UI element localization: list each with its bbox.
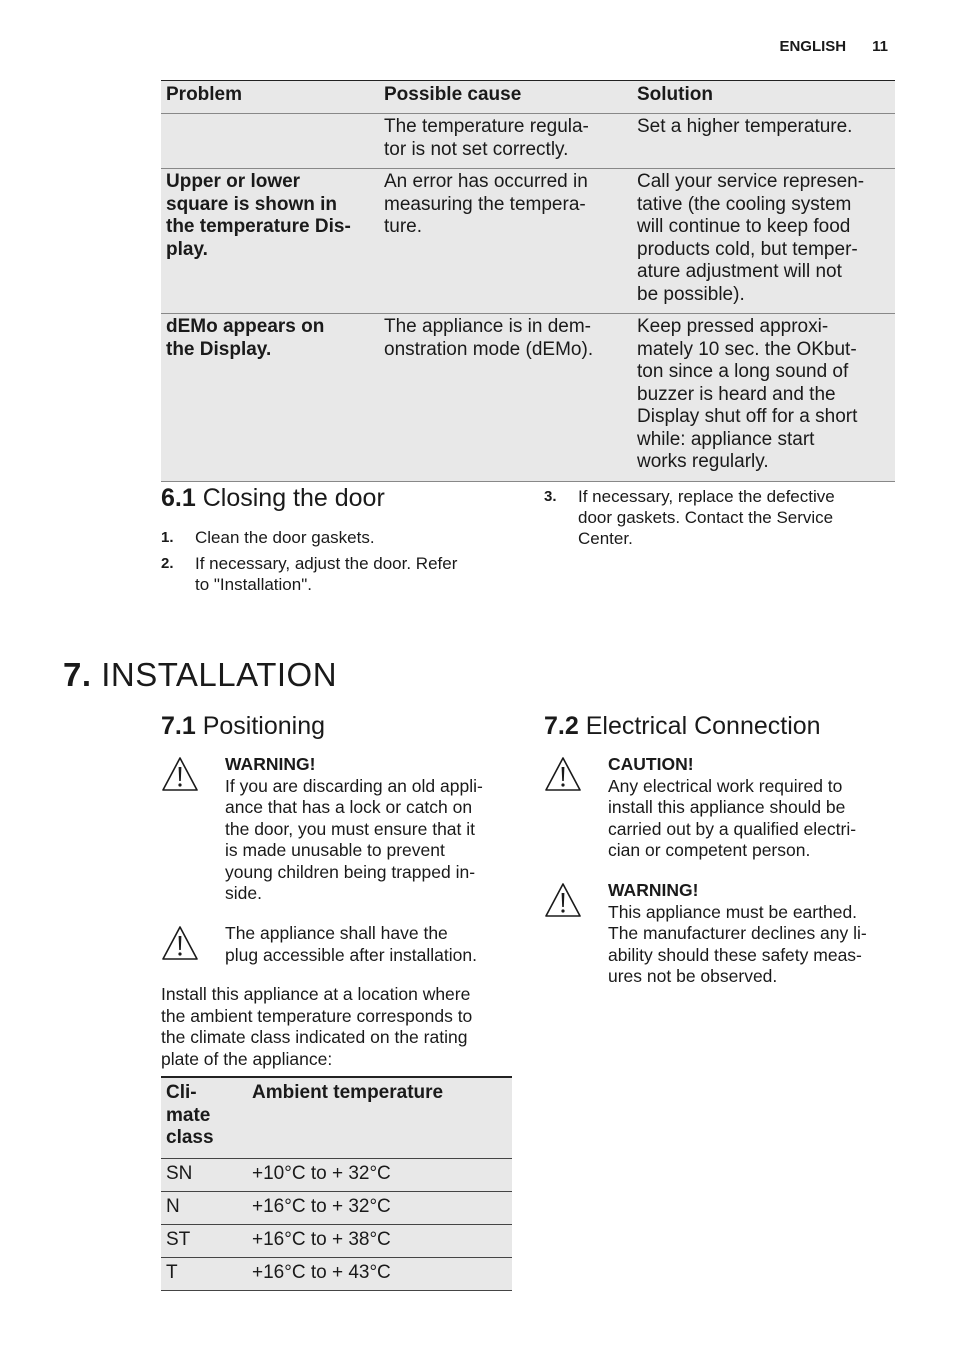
list-item <box>161 553 506 595</box>
problem-cell: Upper or lower square is shown in the temperature Dis- play. <box>161 169 379 314</box>
cause-cell: An error has occurred in measuring the tempera- ture. <box>379 169 632 314</box>
chapter-heading <box>63 656 337 694</box>
positioning-note <box>161 923 516 967</box>
page-header <box>779 38 888 55</box>
problem-cell: dEMo appears on the Display. <box>161 314 379 482</box>
temperature-cell: +16°C to + 32°C <box>247 1191 512 1224</box>
table-row <box>161 114 895 169</box>
section-title: Electrical Connection <box>585 712 821 740</box>
table-row <box>161 1158 512 1191</box>
step-text: If necessary, adjust the door. Refer to "Installation". <box>195 554 458 594</box>
table-row <box>161 314 895 482</box>
warning-triangle-icon <box>544 754 608 862</box>
note-text: The appliance shall have the plug accessible after installation. <box>225 923 477 965</box>
caution-text: Any electrical work required to install this appliance should be carried out by a qualified electri- cian or competent person. <box>608 775 857 860</box>
table-row <box>161 1257 512 1290</box>
section-number: 7.2 <box>544 712 579 740</box>
warning-triangle-icon <box>161 923 225 967</box>
table-row <box>161 169 895 314</box>
warning-triangle-icon <box>161 754 225 905</box>
problem-cell <box>161 114 379 169</box>
step-text: If necessary, replace the defective door gaskets. Contact the Service Center. <box>578 487 835 548</box>
positioning-paragraph: Install this appliance at a location where the ambient temperature corresponds to the climate class indicated on the rating plate of the appliance: <box>161 984 473 1069</box>
closing-door-steps <box>161 527 506 600</box>
column-header-ambient-temperature: Ambient temperature <box>247 1077 512 1158</box>
climate-class-table <box>161 1076 512 1291</box>
climate-class-cell: ST <box>161 1224 247 1257</box>
temperature-cell: +16°C to + 43°C <box>247 1257 512 1290</box>
step-number: 1. <box>161 529 174 546</box>
section-6-1-heading <box>161 484 385 513</box>
climate-class-cell: T <box>161 1257 247 1290</box>
positioning-warning <box>161 754 516 905</box>
warning-label: WARNING! <box>608 880 699 900</box>
step-number: 2. <box>161 555 174 572</box>
list-item <box>544 486 889 549</box>
column-header-problem: Problem <box>161 81 379 114</box>
column-header-climate-class: Cli- mate class <box>161 1077 247 1158</box>
table-header-row <box>161 1077 512 1158</box>
warning-text: If you are discarding an old appli- ance that has a lock or catch on the door, you must ensure that it is made unusable to prevent young children being trapped in- side. <box>225 775 483 903</box>
temperature-cell: +16°C to + 38°C <box>247 1224 512 1257</box>
climate-class-cell: SN <box>161 1158 247 1191</box>
page-number: 11 <box>872 38 888 55</box>
step-text: Clean the door gaskets. <box>195 528 375 547</box>
section-title: Positioning <box>202 712 326 740</box>
electrical-warning <box>544 880 899 988</box>
section-7-2-heading <box>544 712 821 741</box>
solution-cell: Set a higher temperature. <box>632 114 895 169</box>
problems-table <box>161 80 895 482</box>
chapter-title: INSTALLATION <box>101 656 338 693</box>
section-title: Closing the door <box>202 484 385 512</box>
solution-cell: Keep pressed approxi- mately 10 sec. the OKbut- ton since a long sound of buzzer is heard and the Display shut off for a short while: appliance start works regularly. <box>632 314 895 482</box>
table-row <box>161 1191 512 1224</box>
warning-triangle-icon <box>544 880 608 988</box>
cause-cell: The temperature regula- tor is not set correctly. <box>379 114 632 169</box>
temperature-cell: +10°C to + 32°C <box>247 1158 512 1191</box>
cause-cell: The appliance is in dem- onstration mode (dEMo). <box>379 314 632 482</box>
column-header-cause: Possible cause <box>379 81 632 114</box>
section-number: 6.1 <box>161 484 196 512</box>
climate-class-cell: N <box>161 1191 247 1224</box>
warning-text: This appliance must be earthed. The manufacturer declines any li- ability should these safety meas- ures not be observed. <box>608 901 867 986</box>
column-header-solution: Solution <box>632 81 895 114</box>
list-item <box>161 527 506 548</box>
electrical-caution <box>544 754 899 862</box>
header-language: ENGLISH <box>779 38 847 55</box>
chapter-number: 7. <box>63 656 92 693</box>
table-row <box>161 1224 512 1257</box>
table-header-row <box>161 81 895 114</box>
step-number: 3. <box>544 488 557 505</box>
warning-label: WARNING! <box>225 754 316 774</box>
solution-cell: Call your service represen- tative (the cooling system will continue to keep food products cold, but temper- ature adjustment will not be possible). <box>632 169 895 314</box>
section-number: 7.1 <box>161 712 196 740</box>
caution-label: CAUTION! <box>608 754 694 774</box>
closing-door-steps-continued <box>544 486 889 554</box>
section-7-1-heading <box>161 712 325 741</box>
